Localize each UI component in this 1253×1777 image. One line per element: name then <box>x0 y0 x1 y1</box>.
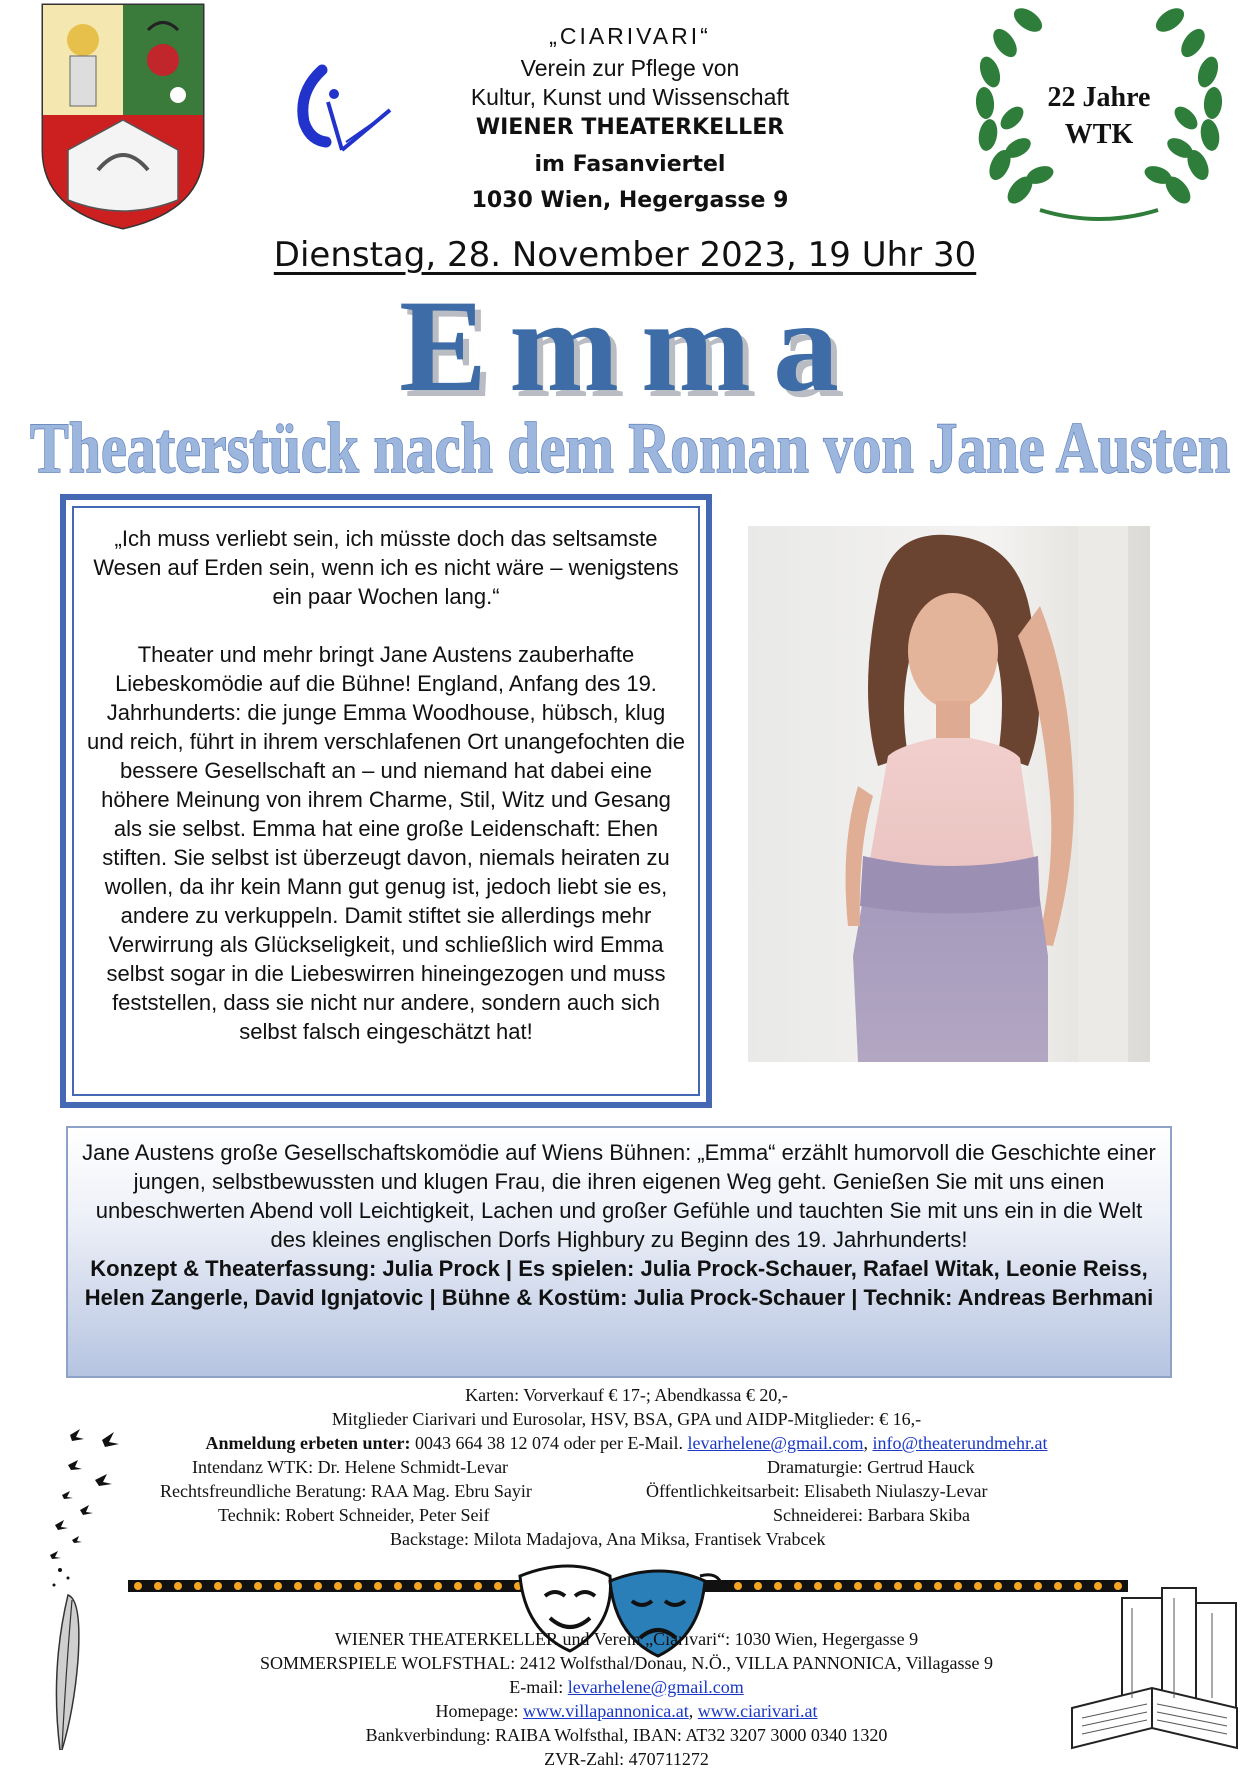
anniversary-wreath <box>960 0 1238 228</box>
homepage-separator: , <box>688 1701 694 1721</box>
anniversary-line-1: 22 Jahre <box>1047 82 1151 113</box>
org-line-1: Verein zur Pflege von <box>520 55 740 81</box>
crew-technik: Technik: Robert Schneider, Peter Seif <box>218 1505 490 1525</box>
homepage-villapannonica-link[interactable]: www.villapannonica.at <box>522 1701 689 1721</box>
info-box <box>66 1126 1172 1378</box>
theater-name: WIENER THEATERKELLER <box>475 115 785 140</box>
registration-text: 0043 664 38 12 074 oder per E-Mail. <box>415 1433 683 1453</box>
district-coat-of-arms <box>38 0 208 232</box>
footer-address-wolfsthal: SOMMERSPIELE WOLFSTHAL: 2412 Wolfsthal/Donau, N.Ö., VILLA PANNONICA, Villagasse 9 <box>260 1653 993 1673</box>
crew-beratung: Rechtsfreundliche Beratung: RAA Mag. Ebru Sayir <box>160 1481 532 1501</box>
footer-homepage-label: Homepage: <box>435 1701 519 1721</box>
theater-district: im Fasanviertel <box>534 152 726 177</box>
event-title: Emma <box>399 272 861 419</box>
event-date: Dienstag, 28. November 2023, 19 Uhr 30 <box>273 235 977 275</box>
event-subtitle: Theaterstück nach dem Roman von Jane Austen <box>30 408 1230 488</box>
ticket-prices: Karten: Vorverkauf € 17-; Abendkassa € 20,- <box>465 1385 788 1405</box>
footer-email-link[interactable]: levarhelene@gmail.com <box>567 1677 744 1697</box>
crew-dramaturgie: Dramaturgie: Gertrud Hauck <box>767 1457 975 1477</box>
description-text: Theater und mehr bringt Jane Austens zauberhafte Liebeskomödie auf die Bühne! England, Anfang des 19. Jahrhunderts: die junge Emma Woodhouse, hübsch, klug und reich, führt in ihrem verschlafenen Ort unangefochten die bessere Gesellschaft an – und niemand hat dabei eine höhere Meinung von ihrem Charme, Stil, Witz und Gesang als sie selbst. Emma hat eine große Leidenschaft: Ehen stiften. Sie selbst ist überzeugt davon, niemals heiraten zu wollen, da ihr kein Mann gut genug ist, jedoch liebt sie es, andere zu verkuppeln. Damit stiftet sie allerdings mehr Verwirrung als Glückseligkeit, und schließlich wird Emma selbst sogar in die Liebeswirren hineingezogen und muss feststellen, dass sie nicht nur andere, sondern auch sich selbst falsch eingeschätzt hat! <box>86 642 686 1044</box>
member-prices: Mitglieder Ciarivari und Eurosolar, HSV, BSA, GPA und AIDP-Mitglieder: € 16,- <box>331 1409 922 1429</box>
crew-schneiderei: Schneiderei: Barbara Skiba <box>773 1505 970 1525</box>
org-name: „CIARIVARI“ <box>549 23 711 49</box>
credits-text: Konzept & Theaterfassung: Julia Prock | Es spielen: Julia Prock-Schauer, Rafael Witak, Leonie Reiss, Helen Zangerle, David Ignjatovic | Bühne & Kostüm: Julia Prock-Schauer | Technik: Andreas Berhmani <box>84 1256 1154 1310</box>
footer-homepage-line <box>0 1699 1253 1723</box>
homepage-ciarivari-link[interactable]: www.ciarivari.at <box>697 1701 818 1721</box>
crew-intendanz: Intendanz WTK: Dr. Helene Schmidt-Levar <box>192 1457 509 1477</box>
anniversary-line-2: WTK <box>1064 119 1134 150</box>
event-subtitle-graphic <box>25 408 1235 494</box>
theater-address: 1030 Wien, Hegergasse 9 <box>471 188 789 213</box>
registration-email-link[interactable]: levarhelene@gmail.com <box>687 1433 864 1453</box>
footer-zvr: ZVR-Zahl: 470711272 <box>544 1749 709 1769</box>
footer-bank: Bankverbindung: RAIBA Wolfsthal, IBAN: AT32 3207 3000 0340 1320 <box>365 1725 888 1745</box>
info-email-link[interactable]: info@theaterundmehr.at <box>872 1433 1048 1453</box>
ciarivari-logo <box>290 62 395 157</box>
info-text: Jane Austens große Gesellschaftskomödie auf Wiens Bühnen: „Emma“ erzählt humorvoll die Geschichte einer jungen, selbstbewussten und klugen Frau, die ihren eigenen Weg geht. Genießen Sie mit uns einen unbeschwerten Abend voll Leichtigkeit, Lachen und großer Gefühle und tauchten Sie mit uns ein in die Welt des kleines englischen Dorfs Highbury zu Beginn des 19. Jahrhunderts! <box>82 1140 1156 1252</box>
crew-oeffentlichkeit: Öffentlichkeitsarbeit: Elisabeth Niulaszy-Levar <box>646 1481 988 1501</box>
footer-address-vienna: WIENER THEATERKELLER und Verein „Ciarivari“: 1030 Wien, Hegergasse 9 <box>334 1629 919 1649</box>
crew-backstage: Backstage: Milota Madajova, Ana Miksa, Frantisek Vrabcek <box>390 1529 826 1549</box>
org-line-2: Kultur, Kunst und Wissenschaft <box>470 84 790 110</box>
quote-text: „Ich muss verliebt sein, ich müsste doch das seltsamste Wesen auf Erden sein, wenn ich es nicht wäre – wenigstens ein paar Wochen lang.“ <box>93 526 679 609</box>
footer-email-label: E-mail: <box>509 1677 564 1697</box>
actress-photo <box>748 526 1150 1062</box>
description-box <box>60 494 712 1108</box>
registration-label: Anmeldung erbeten unter: <box>205 1433 411 1453</box>
footer-email-line <box>0 1675 1253 1699</box>
email-separator: , <box>863 1433 868 1453</box>
registration-line <box>0 1431 1253 1455</box>
